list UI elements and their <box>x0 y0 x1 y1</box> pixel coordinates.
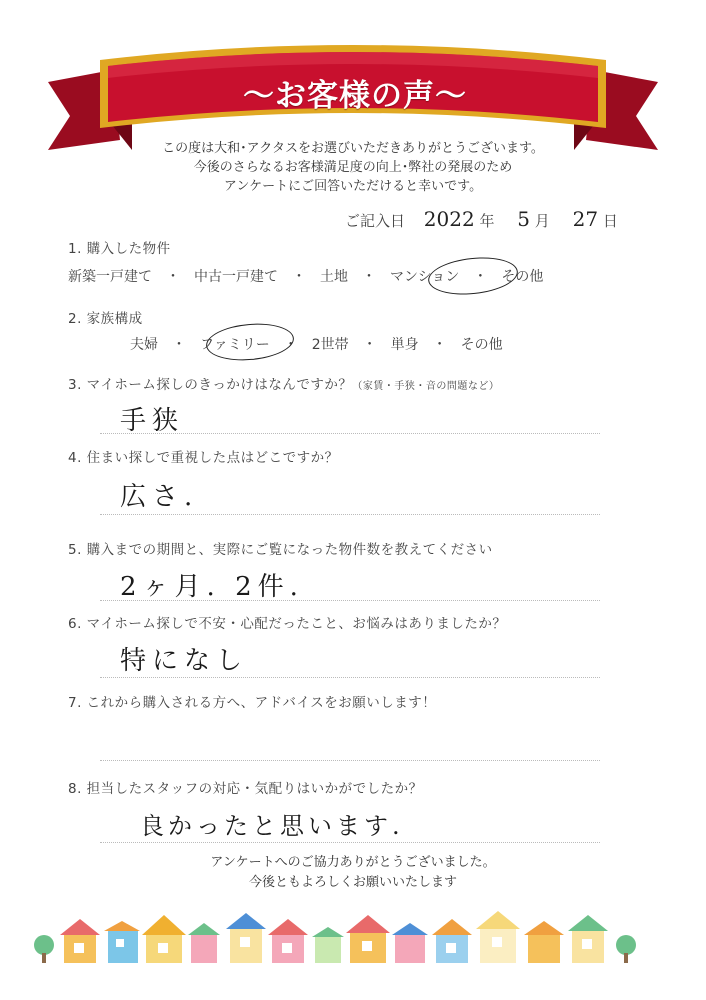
question-3-hint: （家賃・手狭・音の問題など） <box>352 381 500 392</box>
answer-6[interactable]: 特になし <box>120 646 249 676</box>
question-4-label: 4. 住まい探しで重視した点はどこですか？ <box>68 450 339 466</box>
date-day-unit: 日 <box>602 212 618 230</box>
selection-circle-q1 <box>426 253 519 298</box>
question-8-label: 8. 担当したスタッフの対応・気配りはいかがでしたか？ <box>68 781 423 797</box>
answer-4[interactable]: 広さ. <box>120 482 199 512</box>
question-7-label: 7. これから購入される方へ、アドバイスをお願いします！ <box>68 695 437 711</box>
option-other[interactable]: その他 <box>460 337 503 353</box>
house-icon <box>142 915 186 963</box>
house-icon <box>226 913 266 963</box>
option-single[interactable]: 単身 <box>390 337 419 353</box>
answer-5-line <box>100 600 600 601</box>
house-icon <box>104 921 140 963</box>
house-icon <box>312 927 344 963</box>
option-couple[interactable]: 夫婦 <box>130 337 158 353</box>
answer-6-line <box>100 677 600 678</box>
page-title: ～お客様の声～ <box>243 78 467 114</box>
date-month-unit: 月 <box>534 212 550 230</box>
closing-message <box>150 853 556 893</box>
option-family[interactable]: ファミリー <box>200 337 270 353</box>
intro-line-3: アンケートにご回答いただけると幸いです。 <box>223 179 483 194</box>
entry-date <box>345 207 618 231</box>
date-label: ご記入日 <box>345 212 406 230</box>
question-6-label: 6. マイホーム探しで不安・心配だったこと、お悩みはありましたか？ <box>68 616 507 632</box>
option-two-generation[interactable]: 2世帯 <box>311 337 349 353</box>
house-icon <box>476 911 520 963</box>
option-used-house[interactable]: 中古一戸建て <box>194 269 278 285</box>
house-icon <box>432 919 472 963</box>
answer-4-line <box>100 514 600 515</box>
house-icon <box>392 923 428 963</box>
house-icon <box>524 921 564 963</box>
question-3-label <box>68 373 499 393</box>
question-1-options: 新築一戸建て ・ 中古一戸建て ・ 土地 ・ マンション ・ その他 <box>68 266 543 286</box>
answer-5[interactable]: 2ヶ月. 2件. <box>120 572 304 602</box>
selection-circle-q2 <box>205 320 296 364</box>
tree-icon <box>34 935 54 963</box>
question-2-options: 夫婦 ・ ファミリー ・ 2世帯 ・ 単身 ・ その他 <box>130 334 503 354</box>
answer-8[interactable]: 良かったと思います. <box>140 812 404 840</box>
tree-icon <box>616 935 636 963</box>
question-3-text: 3. マイホーム探しのきっかけはなんですか？ <box>68 377 353 393</box>
answer-3[interactable]: 手狭 <box>120 406 185 436</box>
house-icon <box>268 919 308 963</box>
intro-line-1: この度は大和･アクタスをお選びいただきありがとうございます。 <box>162 141 544 156</box>
house-icon <box>60 919 100 963</box>
answer-3-line <box>100 433 600 434</box>
option-land[interactable]: 土地 <box>320 269 348 285</box>
question-5-label: 5. 購入までの期間と、実際にご覧になった物件数を教えてください <box>68 542 493 558</box>
house-icon <box>568 915 608 963</box>
question-1-label: 1. 購入した物件 <box>68 241 171 257</box>
question-2-label: 2. 家族構成 <box>68 311 143 327</box>
answer-7-line <box>100 760 600 761</box>
answer-8-line <box>100 842 600 843</box>
date-year: 2022 <box>423 207 475 231</box>
intro-line-2: 今後のさらなるお客様満足度の向上･弊社の発展のため <box>193 160 513 175</box>
closing-line-2: 今後ともよろしくお願いいたします <box>248 875 457 890</box>
date-month: 5 <box>517 207 531 231</box>
option-mansion[interactable]: マンション <box>390 269 460 285</box>
option-new-house[interactable]: 新築一戸建て <box>68 269 152 285</box>
date-day: 27 <box>572 207 599 231</box>
closing-line-1: アンケートへのご協力ありがとうございました。 <box>210 855 496 870</box>
house-icon <box>188 923 220 963</box>
house-icon <box>346 915 390 963</box>
option-other[interactable]: その他 <box>501 269 544 285</box>
houses-illustration <box>30 905 670 965</box>
date-year-unit: 年 <box>479 212 495 230</box>
